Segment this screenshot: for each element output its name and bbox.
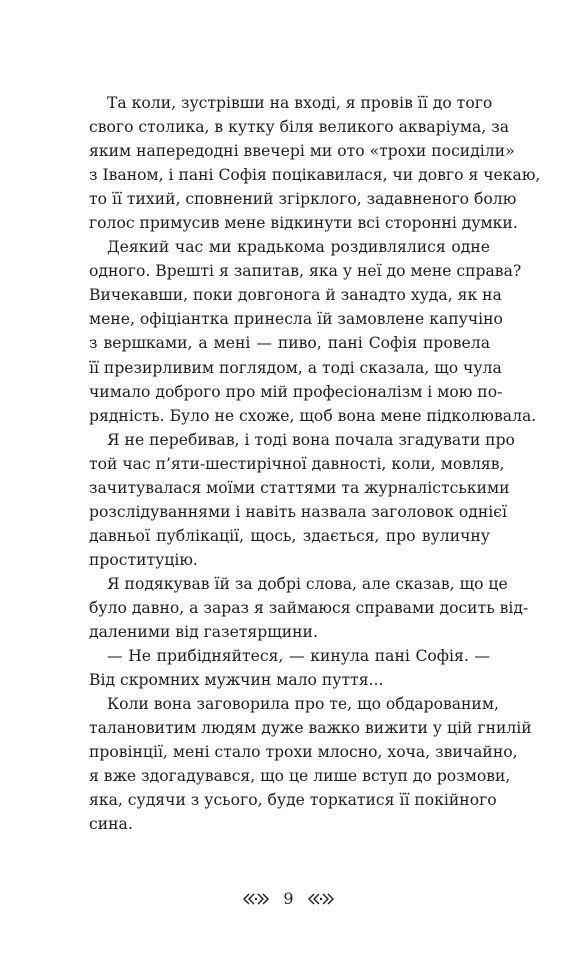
text-line: Вичекавши, поки довгонога й занадто худа, як на (89, 286, 502, 305)
text-line: Деякий час ми крадькома роздивлялися одне (107, 238, 490, 257)
text-line: було давно, а зараз я займаюся справами досить від- (89, 598, 529, 617)
text-line: яким напередодні ввечері ми ото «трохи посиділи» (89, 142, 515, 161)
text-line: то її тихий, сповнений згірклого, задавненого болю (89, 190, 517, 209)
paragraph-4 (89, 572, 529, 644)
text-line: рядність. Було не схоже, щоб вона мене підколювала. (89, 406, 537, 425)
paragraph-1 (89, 91, 541, 235)
text-line: провінції, мені стало трохи млосно, хоча, звичайно, (89, 743, 518, 762)
text-line: мене, офіціантка принесла їй замовлене капучіно (89, 310, 503, 329)
text-line: проституцію. (89, 550, 198, 569)
text-line: розслідуваннями і навіть назвала заголовок однієї (89, 502, 507, 521)
double-chevron-ornament-right-icon (306, 893, 336, 905)
text-line: свого столика, в кутку біля великого акваріума, за (89, 118, 510, 137)
text-line: голос примусив мене відкинути всі сторонні думки. (89, 214, 518, 233)
text-line: яка, судячи з усього, буде торкатися її покійного (89, 791, 497, 810)
paragraph-2 (89, 235, 537, 427)
text-line: Від скромних мужчин мало пуття... (89, 671, 384, 690)
text-line: з вершками, а мені — пиво, пані Софія провела (89, 334, 490, 353)
text-line: Та коли, зустрівши на вході, я провів її до того (107, 94, 493, 112)
text-line: даленими від газетярщини. (89, 623, 318, 642)
text-line: зачитувалася моїми статтями та журналістськими (89, 478, 510, 497)
text-line: — Не прибідняйтеся, — кинула пані Софія. — (107, 647, 490, 666)
text-line: той час п’яти-шестирічної давності, коли, мовляв, (89, 454, 505, 473)
text-line: одного. Врешті я запитав, яка у неї до мене справа? (89, 262, 522, 281)
text-line: Коли вона заговорила про те, що обдарованим, (107, 695, 499, 714)
text-line: сина. (89, 815, 133, 834)
paragraph-6 (89, 692, 532, 836)
text-line: її презирливим поглядом, а тоді сказала, що чула (89, 358, 502, 377)
body-text (89, 91, 541, 836)
paragraph-3 (89, 428, 515, 572)
text-line: я вже здогадувався, що це лише вступ до розмови, (89, 767, 511, 786)
text-line: талановитим людям дуже важко вижити у цій гнилій (89, 719, 532, 738)
text-line: Я подякував їй за добрі слова, але сказав, що це (107, 574, 508, 593)
page-number: 9 (283, 889, 294, 908)
text-line: Я не перебивав, і тоді вона почала згадувати про (107, 430, 515, 449)
text-line: з Іваном, і пані Софія поцікавилася, чи довго я чекаю, (89, 166, 541, 185)
text-line: давньої публікації, щось, здається, про вуличну (89, 526, 490, 545)
double-chevron-ornament-left-icon (241, 893, 271, 905)
text-line: чимало доброго про мій професіоналізм і мою по- (89, 382, 503, 401)
paragraph-5 (89, 644, 490, 692)
page-footer (0, 886, 577, 912)
